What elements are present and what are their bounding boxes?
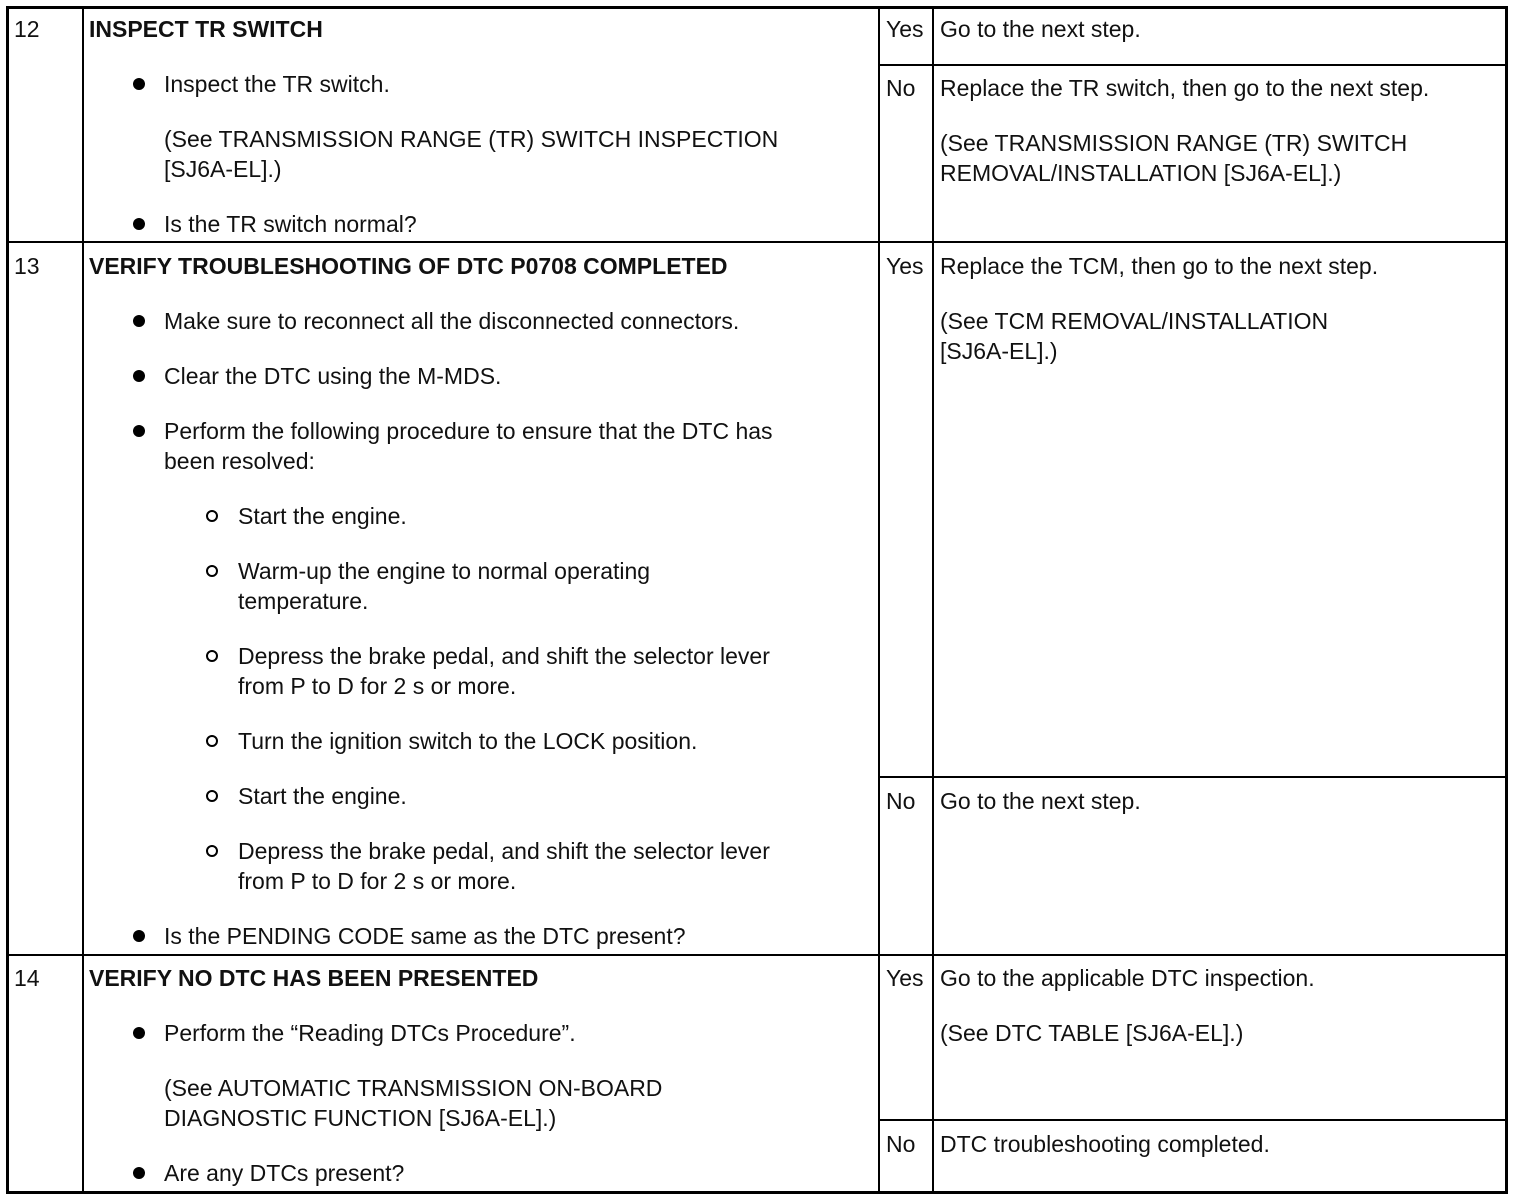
sub-bullet-icon bbox=[206, 650, 218, 662]
action-text: Perform the following procedure to ensure that the DTC has bbox=[164, 418, 773, 444]
yes-action: Go to the applicable DTC inspection. bbox=[940, 965, 1315, 991]
bullet-icon bbox=[133, 1027, 145, 1039]
sub-bullet-icon bbox=[206, 845, 218, 857]
procedure-step: Depress the brake pedal, and shift the selector lever bbox=[238, 838, 770, 864]
action-text: been resolved: bbox=[164, 448, 315, 474]
procedure-step: temperature. bbox=[238, 588, 369, 614]
yes-label: Yes bbox=[886, 16, 924, 42]
column-divider bbox=[82, 6, 84, 1194]
yes-label: Yes bbox=[886, 965, 924, 991]
procedure-step: Turn the ignition switch to the LOCK position. bbox=[238, 728, 698, 754]
step-title: VERIFY NO DTC HAS BEEN PRESENTED bbox=[89, 965, 539, 991]
no-action: DTC troubleshooting completed. bbox=[940, 1131, 1270, 1157]
bullet-icon bbox=[133, 1167, 145, 1179]
result-divider bbox=[878, 64, 1508, 66]
sub-bullet-icon bbox=[206, 510, 218, 522]
bullet-icon bbox=[133, 218, 145, 230]
question-text: Is the PENDING CODE same as the DTC present? bbox=[164, 923, 686, 949]
action-text: Perform the “Reading DTCs Procedure”. bbox=[164, 1020, 576, 1046]
bullet-icon bbox=[133, 370, 145, 382]
yes-reference: [SJ6A-EL].) bbox=[940, 338, 1058, 364]
sub-bullet-icon bbox=[206, 790, 218, 802]
no-label: No bbox=[886, 788, 916, 814]
bullet-icon bbox=[133, 930, 145, 942]
yes-action: Go to the next step. bbox=[940, 16, 1141, 42]
reference-text: (See AUTOMATIC TRANSMISSION ON-BOARD bbox=[164, 1075, 663, 1101]
step-title: VERIFY TROUBLESHOOTING OF DTC P0708 COMPLETED bbox=[89, 253, 728, 279]
reference-text: (See TRANSMISSION RANGE (TR) SWITCH INSPECTION bbox=[164, 126, 779, 152]
no-label: No bbox=[886, 1131, 916, 1157]
column-divider bbox=[878, 6, 880, 1194]
no-label: No bbox=[886, 75, 916, 101]
procedure-step: from P to D for 2 s or more. bbox=[238, 868, 517, 894]
yes-action: Replace the TCM, then go to the next step. bbox=[940, 253, 1379, 279]
procedure-step: Depress the brake pedal, and shift the selector lever bbox=[238, 643, 770, 669]
question-text: Is the TR switch normal? bbox=[164, 211, 417, 237]
result-divider bbox=[878, 1119, 1508, 1121]
row-divider bbox=[6, 954, 1508, 956]
procedure-step: from P to D for 2 s or more. bbox=[238, 673, 517, 699]
procedure-step: Start the engine. bbox=[238, 783, 407, 809]
action-text: Make sure to reconnect all the disconnected connectors. bbox=[164, 308, 740, 334]
no-action: Replace the TR switch, then go to the next step. bbox=[940, 75, 1430, 101]
question-text: Are any DTCs present? bbox=[164, 1160, 405, 1186]
bullet-icon bbox=[133, 78, 145, 90]
bullet-icon bbox=[133, 425, 145, 437]
column-divider bbox=[932, 6, 934, 1194]
step-title: INSPECT TR SWITCH bbox=[89, 16, 323, 42]
procedure-step: Start the engine. bbox=[238, 503, 407, 529]
procedure-step: Warm-up the engine to normal operating bbox=[238, 558, 651, 584]
result-divider bbox=[878, 776, 1508, 778]
step-number: 14 bbox=[14, 965, 40, 991]
action-text: Clear the DTC using the M-MDS. bbox=[164, 363, 502, 389]
row-divider bbox=[6, 241, 1508, 243]
yes-label: Yes bbox=[886, 253, 924, 279]
yes-reference: (See TCM REMOVAL/INSTALLATION bbox=[940, 308, 1329, 334]
action-text: Inspect the TR switch. bbox=[164, 71, 390, 97]
sub-bullet-icon bbox=[206, 565, 218, 577]
no-reference: (See TRANSMISSION RANGE (TR) SWITCH bbox=[940, 130, 1408, 156]
step-number: 13 bbox=[14, 253, 40, 279]
reference-text: [SJ6A-EL].) bbox=[164, 156, 282, 182]
sub-bullet-icon bbox=[206, 735, 218, 747]
no-action: Go to the next step. bbox=[940, 788, 1141, 814]
yes-reference: (See DTC TABLE [SJ6A-EL].) bbox=[940, 1020, 1244, 1046]
bullet-icon bbox=[133, 315, 145, 327]
reference-text: DIAGNOSTIC FUNCTION [SJ6A-EL].) bbox=[164, 1105, 557, 1131]
step-number: 12 bbox=[14, 16, 40, 42]
no-reference: REMOVAL/INSTALLATION [SJ6A-EL].) bbox=[940, 160, 1342, 186]
